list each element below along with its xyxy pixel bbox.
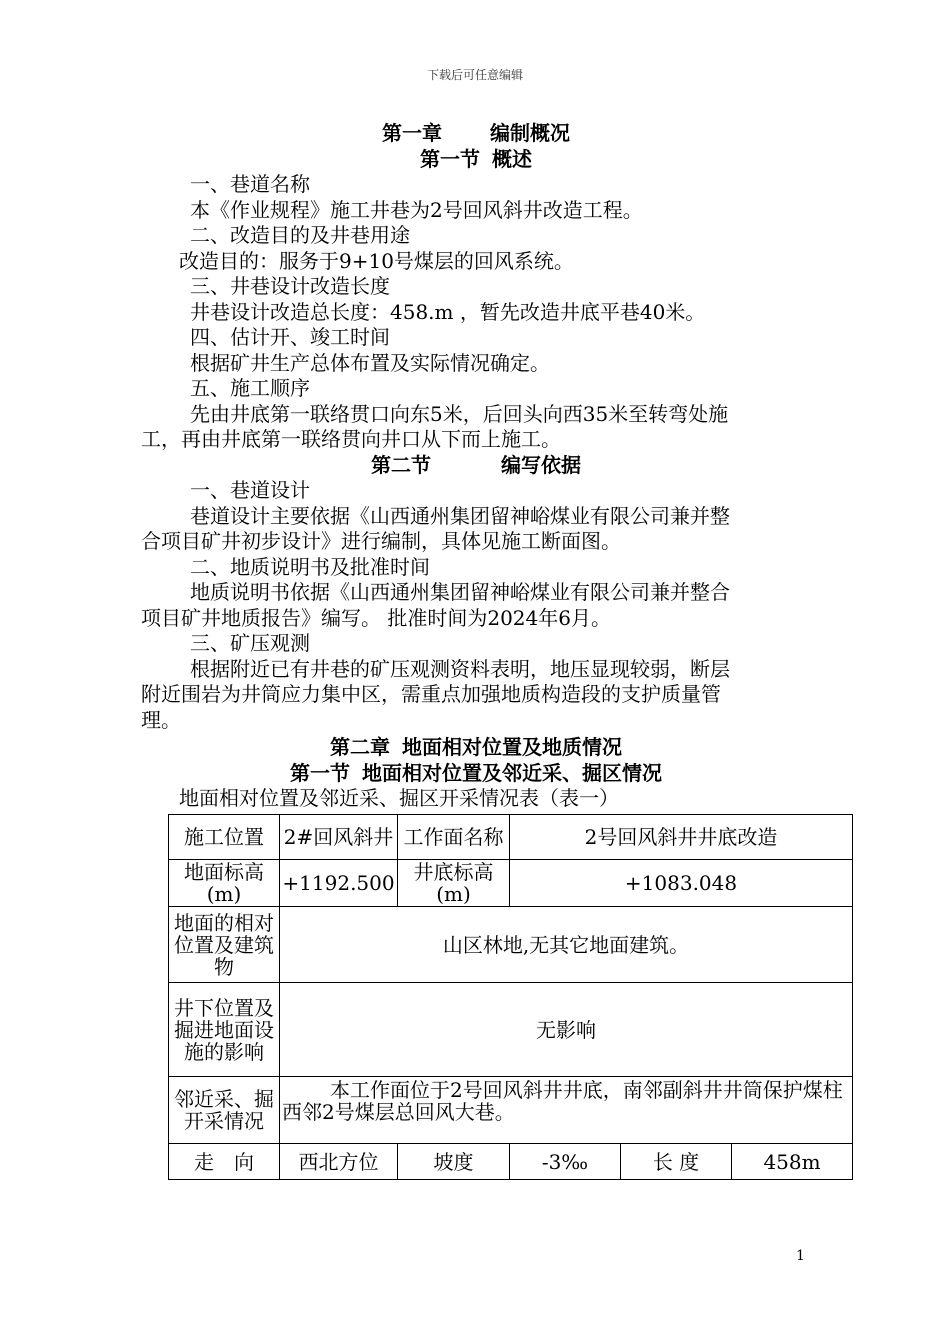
table-row — [169, 983, 853, 1077]
basis-text-2b: 项目矿井地质报告》编写。 批准时间为2024年6月。 — [141, 605, 611, 630]
basis-text-1b: 合项目矿井初步设计》进行编制，具体见施工断面图。 — [141, 529, 621, 553]
cell-value: +1083.048 — [510, 860, 853, 907]
page-number: 1 — [796, 1248, 805, 1264]
item-heading-4: 四、估计开、竣工时间 — [190, 325, 390, 349]
table-row — [169, 1077, 853, 1144]
section-3-heading: 第一节 地面相对位置及邻近采、掘区情况 — [290, 760, 662, 785]
cell-label: 长 度 — [621, 1144, 732, 1180]
basis-text-3b: 附近围岩为井筒应力集中区，需重点加强地质构造段的支护质量管 — [141, 682, 721, 706]
document-body — [141, 121, 811, 812]
basis-text-3a: 根据附近已有井巷的矿压观测资料表明，地压显现较弱，断层 — [190, 656, 730, 681]
cell-value: 山区林地,无其它地面建筑。 — [280, 907, 853, 983]
site-info-table — [168, 814, 853, 1180]
cell-label: 井底标高(m) — [398, 860, 510, 907]
cell-label: 地面标高(m) — [169, 860, 280, 907]
table-row — [169, 860, 853, 907]
section-2-heading: 第二节 编写依据 — [371, 452, 581, 477]
cell-value: 2号回风斜井井底改造 — [510, 815, 853, 860]
item-text-5b: 工，再由井底第一联络贯向井口从下而上施工。 — [141, 427, 561, 451]
cell-value: 458m — [732, 1144, 853, 1180]
item-text-1: 本《作业规程》施工井巷为2号回风斜井改造工程。 — [190, 197, 643, 222]
basis-heading-1: 一、巷道设计 — [190, 478, 310, 502]
table-row — [169, 1144, 853, 1180]
cell-label: 井下位置及掘进地面设施的影响 — [169, 983, 280, 1077]
cell-value: +1192.500 — [280, 860, 398, 907]
page-header: 下载后可任意编辑 — [426, 68, 523, 82]
item-heading-3: 三、井巷设计改造长度 — [190, 274, 390, 298]
table-row — [169, 907, 853, 983]
chapter-2-heading: 第二章 地面相对位置及地质情况 — [330, 735, 622, 759]
cell-value: -3‰ — [510, 1144, 621, 1180]
basis-text-2a: 地质说明书依据《山西通州集团留神峪煤业有限公司兼并整合 — [190, 580, 730, 604]
cell-value: 本工作面位于2号回风斜井井底，南邻副斜井井筒保护煤柱西邻2号煤层总回风大巷。 — [280, 1077, 853, 1144]
basis-text-1a: 巷道设计主要依据《山西通州集团留神峪煤业有限公司兼并整 — [190, 503, 730, 528]
item-heading-1: 一、巷道名称 — [190, 172, 310, 196]
item-text-2: 改造目的：服务于9+10号煤层的回风系统。 — [179, 248, 574, 273]
cell-label: 工作面名称 — [398, 815, 510, 860]
cell-label: 邻近采、掘开采情况 — [169, 1077, 280, 1144]
item-text-4: 根据矿井生产总体布置及实际情况确定。 — [190, 350, 550, 375]
table-caption: 地面相对位置及邻近采、掘区开采情况表（表一） — [179, 786, 619, 810]
cell-label: 走 向 — [169, 1144, 280, 1180]
item-text-5a: 先由井底第一联络贯口向东5米，后回头向西35米至转弯处施 — [190, 401, 729, 426]
table-row — [169, 815, 853, 860]
cell-value: 无影响 — [280, 983, 853, 1077]
cell-label: 地面的相对位置及建筑物 — [169, 907, 280, 983]
chapter-1-heading: 第一章 编制概况 — [382, 121, 570, 145]
item-text-3: 井巷设计改造总长度：458.m ，暂先改造井底平巷40米。 — [190, 299, 706, 324]
basis-text-3c: 理。 — [141, 707, 181, 732]
section-1-heading: 第一节 概述 — [420, 146, 532, 171]
cell-value: 西北方位 — [280, 1144, 398, 1180]
basis-heading-2: 二、地质说明书及批准时间 — [190, 554, 430, 579]
item-heading-5: 五、施工顺序 — [190, 376, 310, 400]
cell-label: 施工位置 — [169, 815, 280, 860]
cell-value: 2#回风斜井 — [280, 815, 398, 860]
cell-label: 坡度 — [398, 1144, 510, 1180]
item-heading-2: 二、改造目的及井巷用途 — [190, 223, 410, 247]
basis-heading-3: 三、矿压观测 — [190, 631, 310, 655]
